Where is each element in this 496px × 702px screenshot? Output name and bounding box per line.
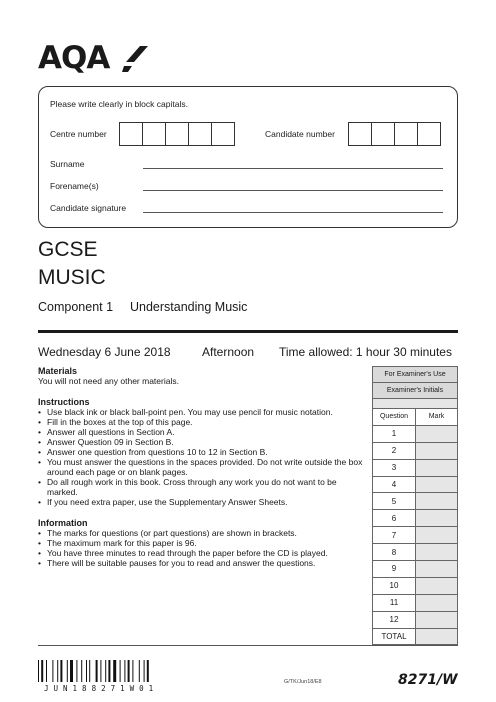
- question-number: 3: [373, 459, 416, 476]
- materials-heading: Materials: [38, 366, 78, 376]
- qualification-level: GCSE: [38, 238, 98, 261]
- mark-cell[interactable]: [416, 476, 458, 493]
- question-number: 11: [373, 594, 416, 611]
- mark-cell[interactable]: [416, 527, 458, 544]
- materials-text: You will not need any other materials.: [38, 376, 179, 386]
- centre-digit[interactable]: [119, 122, 143, 146]
- centre-digit[interactable]: [188, 122, 212, 146]
- mark-cell[interactable]: [416, 611, 458, 628]
- list-item: • Answer one question from questions 10 to 12 in Section B.: [38, 447, 368, 457]
- examiner-initials-label: Examiner's Initials: [373, 383, 458, 399]
- candidate-digit[interactable]: [348, 122, 372, 146]
- question-number: 12: [373, 611, 416, 628]
- question-number: 1: [373, 425, 416, 442]
- question-number: 6: [373, 510, 416, 527]
- list-item: • There will be suitable pauses for you to read and answer the questions.: [38, 558, 368, 568]
- candidate-number-boxes[interactable]: [349, 122, 441, 146]
- list-item: • The maximum mark for this paper is 96.: [38, 538, 368, 548]
- mark-cell[interactable]: [416, 510, 458, 527]
- examiner-use-title: For Examiner's Use: [373, 367, 458, 383]
- logo-text: AQA: [38, 40, 110, 76]
- mark-cell[interactable]: [416, 561, 458, 578]
- centre-number-boxes[interactable]: [120, 122, 235, 146]
- logo-mark-icon: [122, 42, 152, 72]
- barcode-text: JUN188271W01: [44, 684, 159, 693]
- mark-cell[interactable]: [416, 425, 458, 442]
- component-number: Component 1: [38, 300, 114, 314]
- list-item: • Use black ink or black ball-point pen. You may use pencil for music notation.: [38, 407, 368, 417]
- list-item: • You have three minutes to read through the paper before the CD is played.: [38, 548, 368, 558]
- centre-number-label: Centre number: [50, 129, 107, 139]
- total-cell[interactable]: [416, 628, 458, 645]
- signature-line[interactable]: [143, 212, 443, 213]
- question-number: 5: [373, 493, 416, 510]
- exam-date: Wednesday 6 June 2018: [38, 345, 171, 359]
- candidate-details-box: [38, 86, 458, 228]
- mark-cell[interactable]: [416, 577, 458, 594]
- exam-session: Afternoon: [202, 345, 255, 359]
- centre-digit[interactable]: [142, 122, 166, 146]
- information-heading: Information: [38, 518, 88, 528]
- paper-code: 8271/W: [398, 672, 458, 688]
- total-label: TOTAL: [373, 628, 416, 645]
- question-number: 8: [373, 544, 416, 561]
- question-number: 7: [373, 527, 416, 544]
- list-item: • Answer all questions in Section A.: [38, 427, 368, 437]
- candidate-digit[interactable]: [417, 122, 441, 146]
- question-number: 10: [373, 577, 416, 594]
- footer-divider: [38, 645, 458, 646]
- forenames-label: Forename(s): [50, 181, 99, 191]
- aqa-logo: [38, 40, 158, 76]
- list-item: • Fill in the boxes at the top of this page.: [38, 417, 368, 427]
- examiner-use-table: [372, 366, 458, 645]
- title-divider: [38, 330, 458, 333]
- list-item: • Answer Question 09 in Section B.: [38, 437, 368, 447]
- list-item: • You must answer the questions in the spaces provided. Do not write outside the box around each page or on blank pages.: [38, 457, 368, 477]
- block-capitals-instruction: Please write clearly in block capitals.: [50, 99, 188, 109]
- information-section: [38, 518, 368, 568]
- examiner-initials-field[interactable]: [373, 399, 458, 409]
- component-name: Understanding Music: [130, 300, 248, 314]
- forenames-line[interactable]: [143, 190, 443, 191]
- paper-reference: G/TK/Jun18/E8: [284, 679, 322, 685]
- mark-cell[interactable]: [416, 594, 458, 611]
- question-number: 2: [373, 442, 416, 459]
- mark-cell[interactable]: [416, 442, 458, 459]
- question-column-header: Question: [373, 409, 416, 426]
- candidate-digit[interactable]: [371, 122, 395, 146]
- list-item: • The marks for questions (or part questions) are shown in brackets.: [38, 528, 368, 538]
- question-number: 9: [373, 561, 416, 578]
- mark-cell[interactable]: [416, 459, 458, 476]
- surname-label: Surname: [50, 159, 85, 169]
- subject-title: MUSIC: [38, 266, 106, 289]
- time-allowed: Time allowed: 1 hour 30 minutes: [279, 345, 452, 359]
- materials-section: [38, 366, 368, 386]
- instructions-list: [38, 407, 368, 507]
- mark-cell[interactable]: [416, 544, 458, 561]
- mark-column-header: Mark: [416, 409, 458, 426]
- candidate-digit[interactable]: [394, 122, 418, 146]
- barcode-icon: [38, 660, 190, 682]
- list-item: • Do all rough work in this book. Cross through any work you do not want to be marked.: [38, 477, 368, 497]
- information-list: [38, 528, 368, 568]
- signature-label: Candidate signature: [50, 203, 127, 213]
- instructions-section: [38, 397, 368, 507]
- question-number: 4: [373, 476, 416, 493]
- surname-line[interactable]: [143, 168, 443, 169]
- instructions-heading: Instructions: [38, 397, 90, 407]
- list-item: • If you need extra paper, use the Supplementary Answer Sheets.: [38, 497, 368, 507]
- mark-cell[interactable]: [416, 493, 458, 510]
- centre-digit[interactable]: [165, 122, 189, 146]
- centre-digit[interactable]: [211, 122, 235, 146]
- candidate-number-label: Candidate number: [265, 129, 335, 139]
